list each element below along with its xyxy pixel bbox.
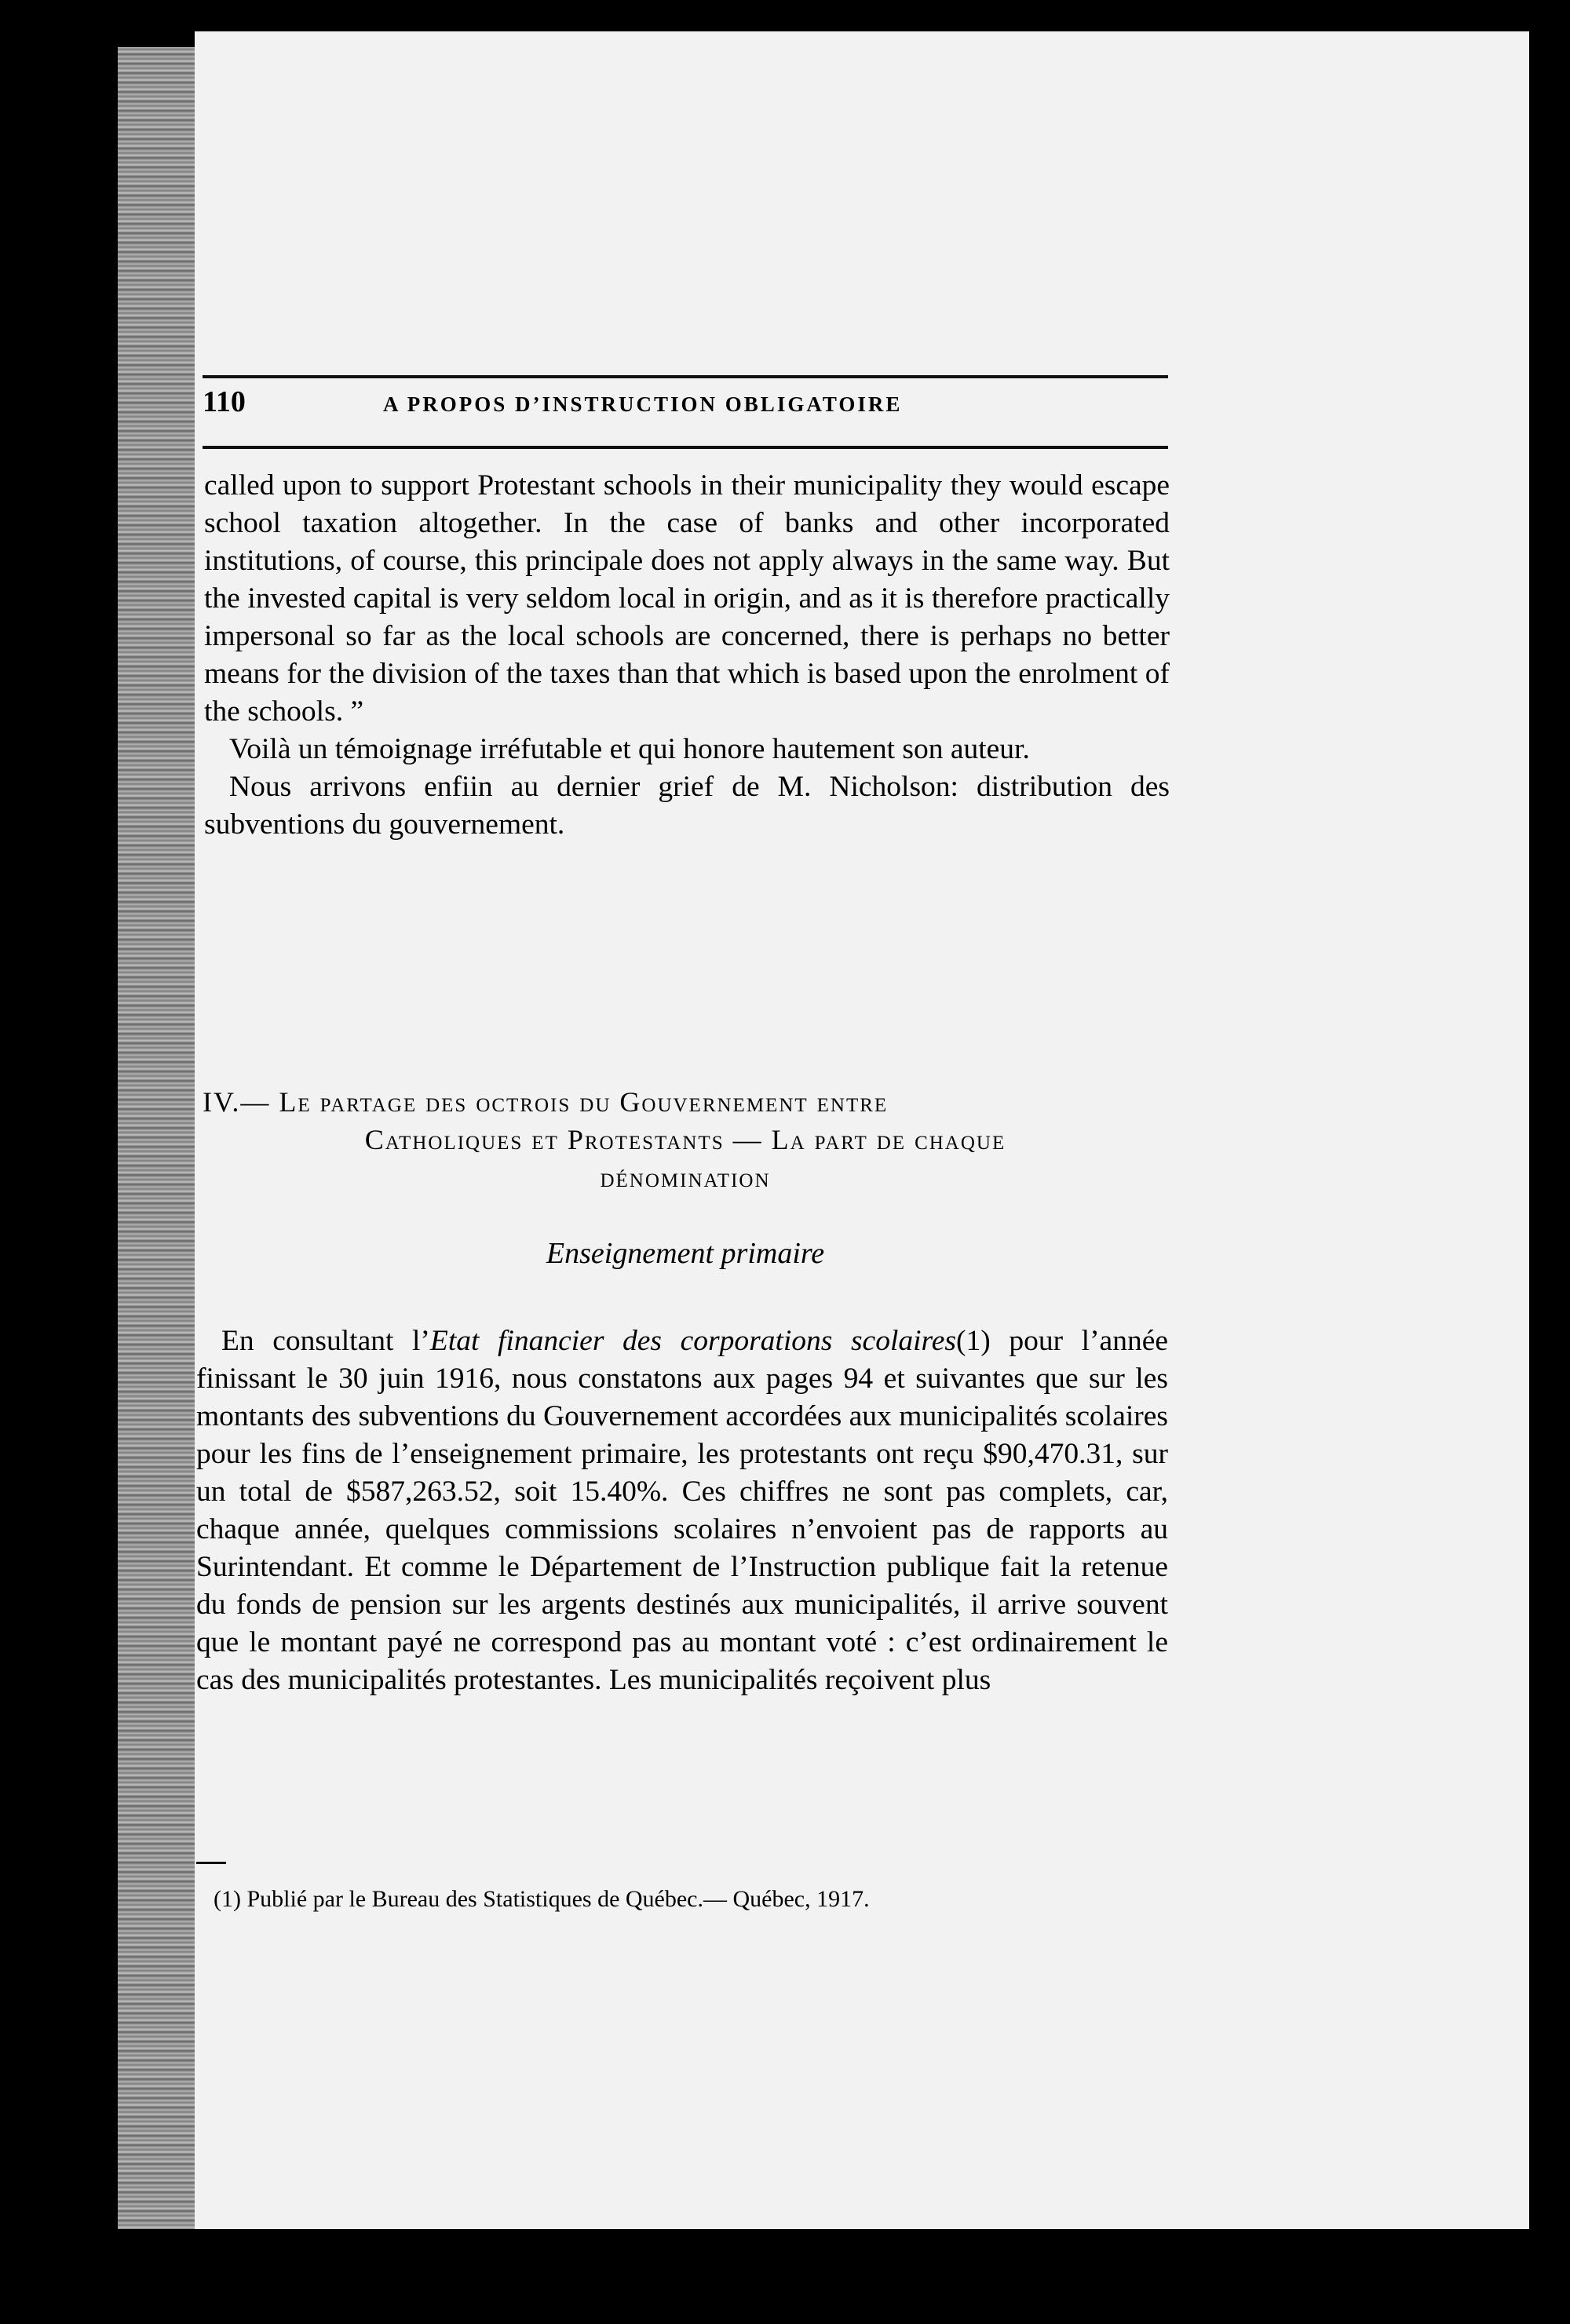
paragraph-enseignement-primaire <box>196 1323 1168 1699</box>
cited-work-title: Etat financier des corporations scolaires <box>429 1325 956 1357</box>
paragraph-dernier-grief: Nous arrivons enfiin au dernier grief de M. Nicholson: distribution des subventions du gouvernement. <box>204 771 1170 841</box>
section-heading <box>203 1083 1168 1196</box>
subheading: Enseignement primaire <box>546 1237 825 1270</box>
page-number: 110 <box>203 385 246 418</box>
section-heading-line-1: IV.— Le partage des octrois du Gouvernement entre <box>203 1086 889 1118</box>
section-heading-line-2: Catholiques et Protestants — La part de chaque <box>364 1124 1006 1155</box>
book-binding-edge <box>118 47 204 2229</box>
body-text-top <box>204 467 1170 844</box>
paragraph-4-start: En consultant l’ <box>221 1325 430 1357</box>
running-header <box>203 344 1168 454</box>
header-top-rule <box>203 375 1168 378</box>
body-text-bottom <box>196 1323 1168 1699</box>
paragraph-temoignage: Voilà un témoignage irréfutable et qui honore hautement son auteur. <box>229 733 1030 765</box>
footnote-rule <box>196 1862 226 1864</box>
footnote: (1) Publié par le Bureau des Statistiques de Québec.— Québec, 1917. <box>214 1886 870 1912</box>
paragraph-4-rest: (1) pour l’année finissant le 30 juin 1916, nous constatons aux pages 94 et suivantes que sur les montants des subventions du Gouvernement accordées aux municipalités scolaires pour les fins de l’enseignement primaire, les protestants ont reçu $90,470.31, sur un total de $587,263.52, soit 15.40%. Ces chiffres ne sont pas complets, car, chaque année, quelques commissions scolaires n’envoient pas de rapports au Surintendant. Et comme le Département de l’Instruction publique fait la retenue du fonds de pension sur les argents destinés aux municipalités, il arrive souvent que le montant payé ne correspond pas au montant voté : c’est ordinairement le cas des municipalités protestantes. Les municipalités reçoivent plus <box>196 1325 1168 1696</box>
header-bottom-rule <box>203 446 1168 449</box>
running-title: A PROPOS D’INSTRUCTION OBLIGATOIRE <box>383 392 903 416</box>
quoted-paragraph: called upon to support Protestant schools in their municipality they would escape school taxation altogether. In the case of banks and other incorporated institutions, of course, this principale does not apply always in the same way. But the invested capital is very seldom local in origin, and as it is therefore practically impersonal so far as the local schools are concerned, there is perhaps no better means for the division of the taxes than that which is based upon the enrolment of the schools. ” <box>204 469 1170 728</box>
section-heading-line-3: dénomination <box>600 1162 771 1193</box>
